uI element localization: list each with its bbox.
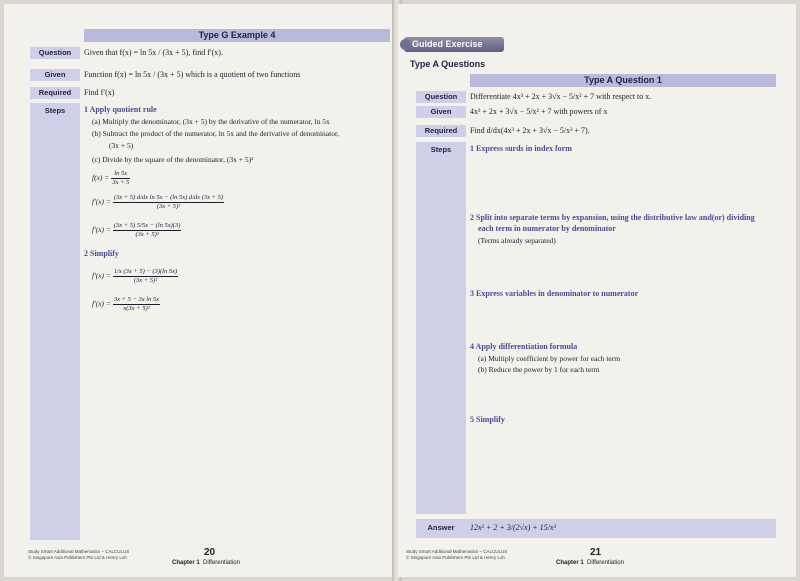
given-text: 4x³ + 2x + 3√x − 5/x² + 7 with powers of x	[470, 107, 608, 116]
steps-column	[30, 103, 80, 540]
question-label: Question	[30, 47, 80, 59]
step-1b-line2: (3x + 5)	[109, 141, 134, 150]
required-text: Find f′(x)	[84, 88, 115, 97]
required-label: Required	[30, 87, 80, 99]
right-page	[398, 4, 796, 577]
step-2-title-line2: each term in numerator by denominator	[478, 224, 616, 233]
footer-series: Study Smart Additional Mathematics – CALCULUS	[28, 549, 130, 554]
steps-label: Steps	[44, 106, 66, 115]
step-3-title: 3 Express variables in denominator to numerator	[470, 289, 639, 298]
step-4a: (a) Multiply coefficient by power for each term	[478, 354, 621, 363]
section-title: Type A Questions	[410, 59, 486, 69]
footer-series: Study Smart Additional Mathematics – CALCULUS	[406, 549, 508, 554]
formula-fx: f(x) = $\frac{\ln 5x}{3x + 5}$	[92, 170, 130, 186]
required-text: Find d/dx(4x³ + 2x + 3√x − 5/x² + 7).	[470, 126, 590, 135]
steps-column	[416, 142, 466, 514]
left-page	[4, 4, 396, 577]
formula-derivatives: f′(x) = $\frac{(3x + 5) 5/5x - (\ln 5x)(3)}{\text{(3x + 5)²}}$	[92, 222, 181, 238]
question-label: Question	[416, 91, 466, 103]
step-4b: (b) Reduce the power by 1 for each term	[478, 365, 600, 374]
answer-label: Answer	[427, 523, 455, 532]
step-2-title: 2 Simplify	[84, 249, 119, 258]
steps-label: Steps	[430, 145, 452, 154]
step-5-title: 5 Simplify	[470, 415, 505, 424]
answer-text: 12x² + 2 + 3/(2√x) + 15/x³	[470, 523, 556, 532]
page-number: 20	[204, 547, 216, 558]
step-2-title-line1: 2 Split into separate terms by expansion, using the distributive law and(or) dividing	[470, 213, 755, 222]
chapter-label: Chapter 1 Differentiation	[556, 560, 624, 566]
step-1-title: 1 Apply quotient rule	[84, 105, 157, 114]
question-text: Given that f(x) = ln 5x / (3x + 5), find f′(x).	[84, 48, 223, 57]
step-1c: (c) Divide by the square of the denominator, (3x + 5)²	[92, 155, 254, 164]
formula-quotient-rule: f′(x) = $\frac{\text{(3x + 5) d/dx ln 5x − (ln 5x) d/dx (3x + 5)}}{\text{(3x + 5)²}}$	[92, 194, 224, 210]
question-header: Type A Question 1	[470, 74, 776, 87]
step-2-note: (Terms already separated)	[478, 236, 556, 245]
page-number: 21	[590, 547, 602, 558]
required-label: Required	[416, 125, 466, 137]
given-text: Function f(x) = ln 5x / (3x + 5) which is a quotient of two functions	[84, 70, 301, 79]
footer-copyright: © Singapore Asia Publishers Pte Ltd & Henry Loh	[406, 555, 505, 560]
formula-simplify-1: f′(x) = $\frac{1/x (3x + 5) - (3)(\ln 5x)}{\text{(3x + 5)²}}$	[92, 268, 178, 284]
example-header: Type G Example 4	[84, 29, 390, 42]
guided-exercise-tab: Guided Exercise	[404, 37, 504, 52]
step-1-title: 1 Express surds in index form	[470, 144, 572, 153]
step-4-title: 4 Apply differentiation formula	[470, 342, 578, 351]
footer-copyright: © Singapore Asia Publishers Pte Ltd & Henry Loh	[28, 555, 127, 560]
step-1b-line1: (b) Subtract the product of the numerator, ln 5x and the derivative of denominator,	[92, 129, 340, 138]
question-text: Differentiate 4x³ + 2x + 3√x − 5/x² + 7 with respect to x.	[470, 92, 652, 101]
given-label: Given	[416, 106, 466, 118]
step-1a: (a) Multiply the denominator, (3x + 5) by the derivative of the numerator, ln 5x	[92, 117, 330, 126]
tab-bullet-icon	[400, 39, 411, 50]
formula-simplify-2: f′(x) = $\frac{\text{3x + 5 − 3x ln 5x}}{\text{x(3x + 5)²}}$	[92, 296, 160, 312]
chapter-label: Chapter 1 Differentiation	[172, 560, 240, 566]
given-label: Given	[30, 69, 80, 81]
